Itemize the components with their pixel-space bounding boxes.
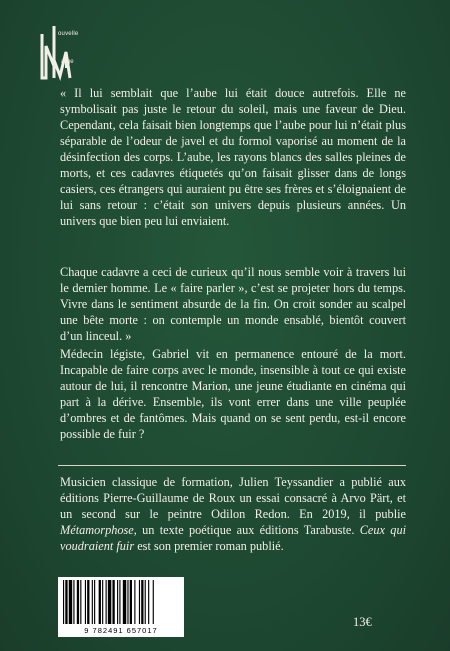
barcode-bar <box>102 580 103 624</box>
barcode-bar <box>65 580 67 624</box>
barcode-bar <box>69 580 72 624</box>
barcode-bar <box>108 580 111 624</box>
quote-text-1: « Il lui semblait que l’aube lui était douce autrefois. Elle ne symbolisait pas juste le retour du soleil, mais une faveur de Dieu. Cependant, cela faisait bien longtemps que l’aube pour lui n’était plus séparable de l’odeur de javel et du formol vaporisé au moment de la désinfection des corps. L’aube, les rayons blancs des salles pleines de morts, et ces cadavres étiquetés qu’on faisait glisser dans de longs casiers, ces étrangers qui auraient pu être ses frères et s’éloignaient de lui sans retour : c’était son univers depuis plusieurs années. Un univers que bien peu lui enviaient. <box>60 86 406 228</box>
barcode-bar <box>80 580 81 624</box>
quote-paragraph-2 <box>60 264 406 344</box>
bio-title-2: Ceux qui voudraient fuir <box>60 523 407 553</box>
bio-title-1: Métamorphose <box>60 523 134 537</box>
barcode-bar <box>145 580 146 624</box>
divider <box>58 465 406 466</box>
barcode-bar <box>94 580 95 624</box>
logo-word-bottom: arge <box>61 59 74 65</box>
summary-text: Médecin légiste, Gabriel vit en permanence entouré de la mort. Incapable de faire corps avec le monde, insensible à tout ce qui existe autour de lui, il rencontre Marion, une jeune étudiante en cinéma qui part à la dérive. Ensemble, ils vont errer dans une ville peuplée d’ombres et de fantômes. Mais quand on se sent perdu, est-il encore possible de fuir ? <box>60 347 406 441</box>
barcode-bar <box>85 580 86 624</box>
barcode-bar <box>130 580 132 624</box>
summary-paragraph <box>60 346 406 442</box>
bio-part-1: Musicien classique de formation, Julien Teyssandier a publié aux éditions Pierre-Guillaume de Roux un essai consacré à Arvo Pärt, et un second sur le peintre Odilon Redon. En 2019, il publie <box>60 475 406 521</box>
quote-paragraph-1 <box>60 85 406 229</box>
barcode-bar <box>134 580 135 624</box>
author-bio <box>60 474 406 554</box>
barcode-bar <box>117 580 118 624</box>
price: 13€ <box>353 615 372 629</box>
bio-part-3: est son premier roman publié. <box>134 539 284 553</box>
barcode-bar <box>119 580 120 624</box>
barcode-bar <box>77 580 79 624</box>
quote-text-2: Chaque cadavre a ceci de curieux qu’il nous semble voir à travers lui le dernier homme. Le « faire parler », c’est se projeter hors du temps. Vivre dans le sentiment absurde de la fin. On croit sonder au scalpel une bête morte : on contemple un monde ensablé, bientôt couvert d’un linceul. » <box>60 265 406 343</box>
barcode-bars <box>63 580 179 624</box>
barcode-bar <box>153 580 154 624</box>
barcode-bar <box>148 580 149 624</box>
barcode-bar <box>87 580 89 624</box>
publisher-logo <box>36 22 106 84</box>
barcode-bar <box>123 580 126 624</box>
barcode-bar <box>92 580 93 624</box>
barcode-bar <box>106 580 107 624</box>
barcode-bar <box>112 580 114 624</box>
bio-part-2: , un texte poétique aux éditions Tarabuste. <box>133 523 360 537</box>
barcode-bar <box>141 580 143 624</box>
isbn-number: 9 782491 657017 <box>84 626 158 635</box>
logo-word-top: ouvelle <box>58 31 79 37</box>
barcode-bar <box>63 580 64 624</box>
isbn-barcode <box>58 577 184 637</box>
barcode-bar <box>139 580 140 624</box>
barcode-bar <box>99 580 101 624</box>
barcode-bar <box>73 580 74 624</box>
barcode-bar <box>127 580 128 624</box>
